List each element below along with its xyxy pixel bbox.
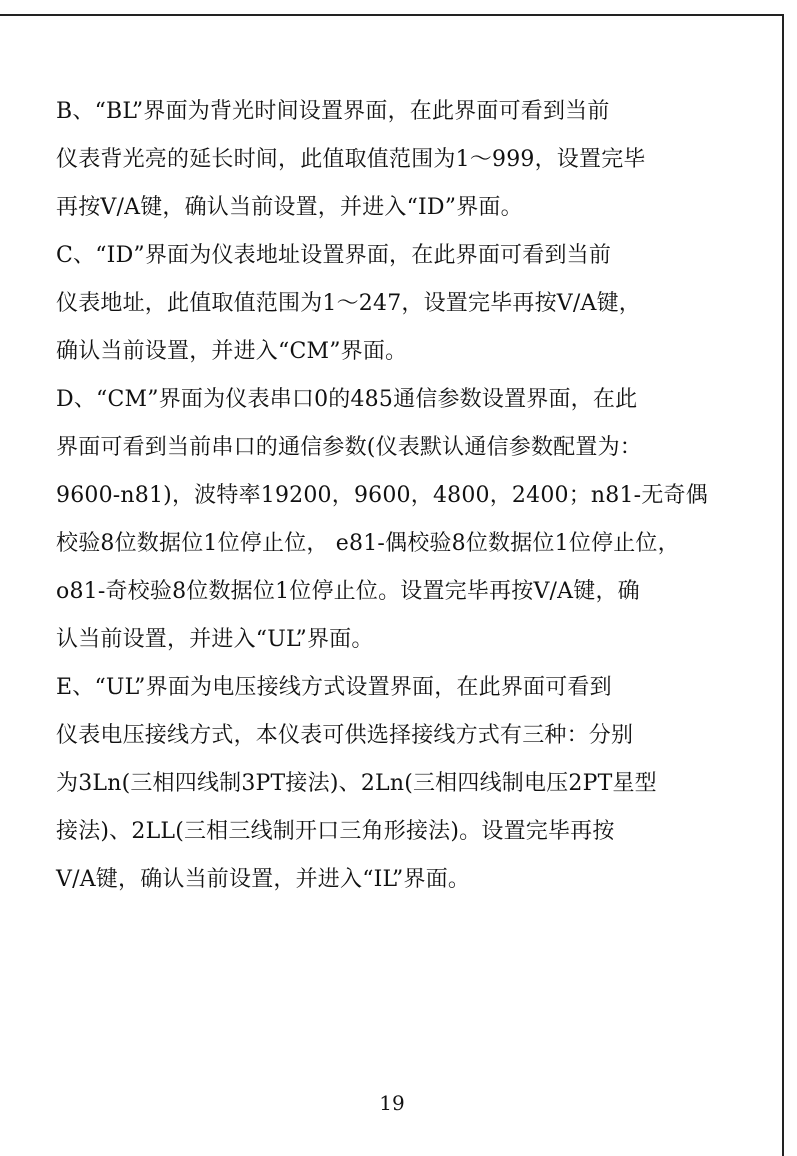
text-line: 仪表背光亮的延长时间，此值取值范围为1～999，设置完毕: [56, 147, 646, 172]
text-line: 仪表电压接线方式，本仪表可供选择接线方式有三种：分别: [56, 723, 634, 748]
text-line: C、“ID”界面为仪表地址设置界面，在此界面可看到当前: [56, 243, 612, 268]
text-line: V/A键，确认当前设置，并进入“IL”界面。: [56, 867, 471, 892]
document-body: [56, 88, 756, 904]
text-line: 认当前设置，并进入“UL”界面。: [56, 627, 374, 652]
text-line: 确认当前设置，并进入“CM”界面。: [56, 339, 408, 364]
text-line: 接法)、2LL(三相三线制开口三角形接法)。设置完毕再按: [56, 819, 615, 844]
text-line: 校验8位数据位1位停止位， e81-偶校验8位数据位1位停止位，: [56, 531, 680, 556]
text-line: o81-奇校验8位数据位1位停止位。设置完毕再按V/A键，确: [56, 579, 640, 604]
text-line: 再按V/A键，确认当前设置，并进入“ID”界面。: [56, 195, 523, 220]
text-line: 界面可看到当前串口的通信参数(仪表默认通信参数配置为：: [56, 435, 642, 460]
text-line: 为3Ln(三相四线制3PT接法)、2Ln(三相四线制电压2PT星型: [56, 771, 657, 796]
text-line: 仪表地址，此值取值范围为1～247，设置完毕再按V/A键，: [56, 291, 641, 316]
text-line: D、“CM”界面为仪表串口0的485通信参数设置界面，在此: [56, 387, 638, 412]
text-line: 9600-n81)，波特率19200，9600，4800，2400；n81-无奇偶: [56, 483, 708, 508]
text-line: B、“BL”界面为背光时间设置界面，在此界面可看到当前: [56, 99, 610, 124]
text-line: E、“UL”界面为电压接线方式设置界面，在此界面可看到: [56, 675, 612, 700]
page-number: 19: [379, 1091, 405, 1115]
